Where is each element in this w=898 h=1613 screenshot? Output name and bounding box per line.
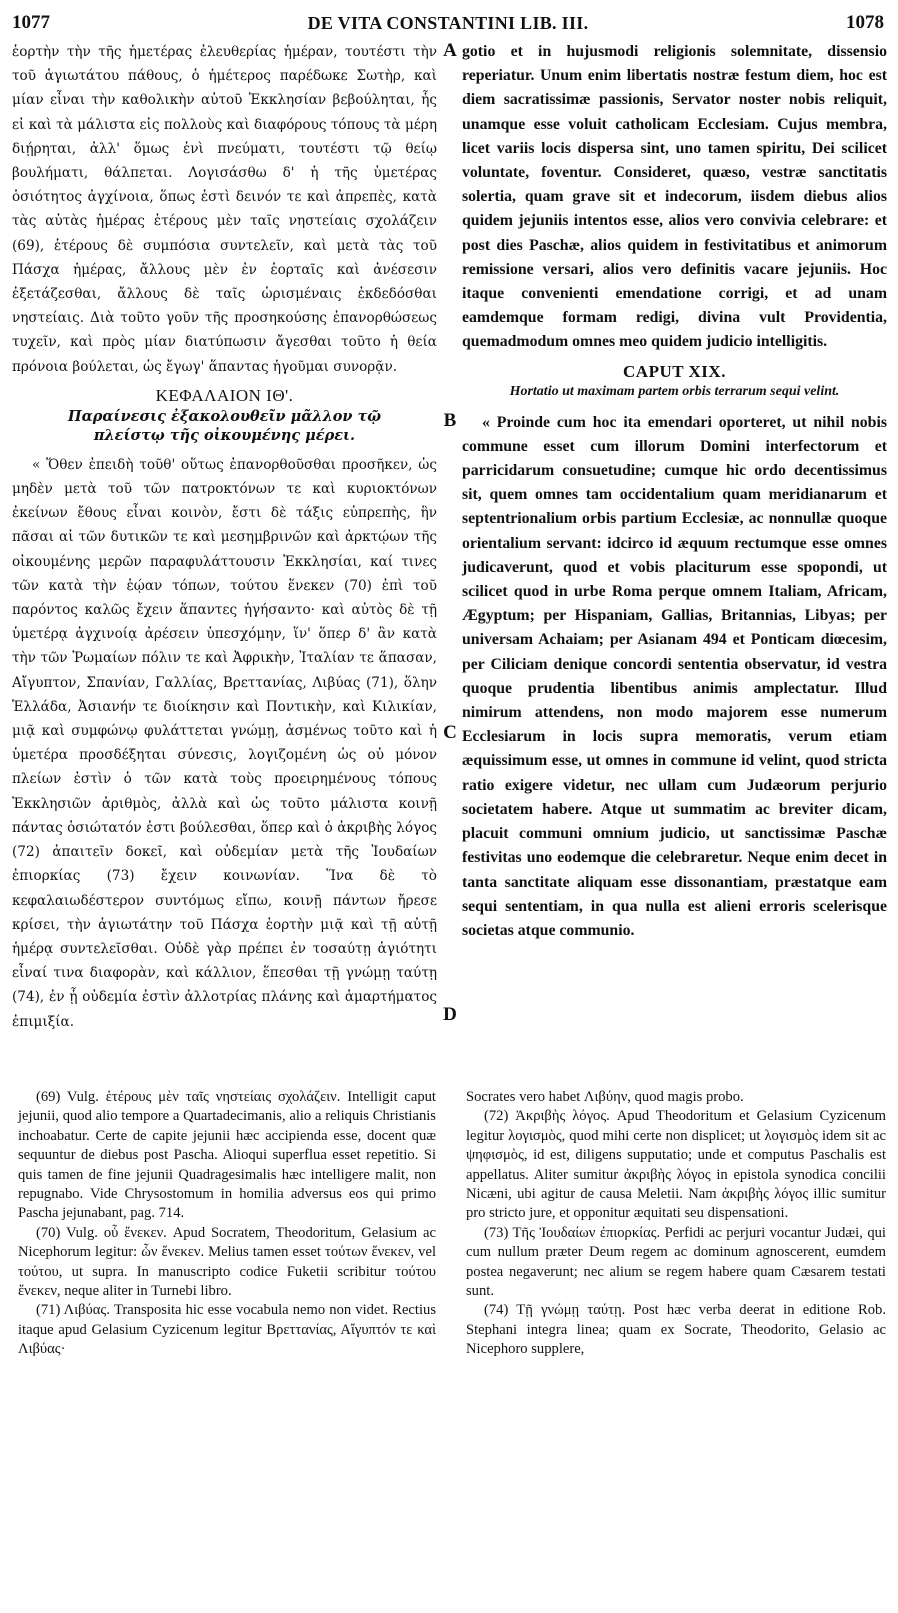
running-header: [12, 12, 884, 36]
footnote-69: (69) Vulg. ἑτέρους μὲν ταῖς νηστείαις σχολάζειν. Intelligit caput jejunii, quod alio tempore a Quartadecimanis, alio a reliquis Christianis inchoabatur. Certe de capite jejunii hæc accipienda esse, docent quæ sequuntur de diebus post Pascha. Alioqui superflua esset repetitio. Si quis tamen de fine jejunii Quadragesimalis hæc intelligere malit, non repugnabo. Vide Chrysostomum in homilia adversus eos qui primo Pascha jejunabant, pag. 714.: [18, 1089, 436, 1222]
latin-column: [462, 40, 887, 1020]
footnote-73: (73) Τῆς Ἰουδαίων ἐπιορκίας. Perfidi ac perjuri vocantur Judæi, qui cum nullum præter Deum regem ac dominum agnoscerent, eumdem postea negaverunt; nec alium se regem habere quam Cæsarem testati sunt.: [466, 1224, 886, 1300]
page-number-left: 1077: [12, 12, 50, 33]
running-title: DE VITA CONSTANTINI LIB. III.: [307, 13, 589, 33]
margin-letter-a: A: [443, 40, 457, 61]
footnotes-right: [466, 1088, 886, 1360]
greek-paragraph-2: « Ὅθεν ἐπειδὴ τοῦθ' οὕτως ἐπανορθοῦσθαι προσῆκεν, ὡς μηδὲν μετὰ τοῦ τῶν πατροκτόνων τε καὶ κυριοκτόνων ἐκείνων ἔθους εἶναι κοινὸν, ἔστι δὲ τάξις εὐπρεπὴς, ἣν πᾶσαι αἱ τῶν δυτικῶν τε καὶ μεσημβρινῶν καὶ ἀρκτῴων τῆς οἰκουμένης μερῶν παραφυλάττουσιν Ἐκκλησίαι, καί τινες τῶν κατὰ τὴν ἑῴαν τόπων, τούτου ἕνεκεν (70) ἐπὶ τοῦ παρόντος καλῶς ἔχειν ἅπαντες ἡγήσαντο· καὶ αὐτὸς δὲ τῇ ὑμετέρᾳ ἀγχινοίᾳ ἀρέσειν ὑπεσχόμην, ἵν' ὅπερ δ' ἂν κατὰ τὴν τῶν Ῥωμαίων πόλιν τε καὶ Ἀφρικὴν, Ἰταλίαν τε ἅπασαν, Αἴγυπτον, Σπανίαν, Γαλλίας, Βρεττανίας, Λιβύας (71), ὅλην Ἑλλάδα, Ἀσιανήν τε διοίκησιν καὶ Ποντικὴν, καὶ Κιλικίαν, μιᾷ καὶ συμφώνῳ φυλάττεται γνώμῃ, ἀσμένως τοῦτο καὶ ἡ ὑμετέρα προσδέξηται σύνεσις, λογιζομένη ὡς οὐ μόνον πλείων ἐστὶν ὁ τῶν κατὰ τοὺς προειρημένους τόπους Ἐκκλησιῶν ἀριθμὸς, ἀλλὰ καὶ ὡς τοῦτο μάλιστα κοινῇ πάντας ὁσιώτατόν ἐστι βούλεσθαι, ὅπερ καὶ ὁ ἀκριβὴς λόγος (72) ἀπαιτεῖν δοκεῖ, καὶ οὐδεμίαν μετὰ τῆς Ἰουδαίων ἐπιορκίας (73) ἔχειν κοινωνίαν. Ἵνα δὲ τὸ κεφαλαιωδέστερον συντόμως εἴπω, κοινῇ πάντων ἤρεσε κρίσει, τὴν ἁγιωτάτην τοῦ Πάσχα ἑορτὴν μιᾷ καὶ τῇ αὐτῇ ἡμέρᾳ συντελεῖσθαι. Οὐδὲ γὰρ πρέπει ἐν τοσαύτῃ ἁγιότητι εἶναί τινα διαφορὰν, καὶ κάλλιον, ἕπεσθαι τῇ γνώμῃ ταύτῃ (74), ἐν ᾗ οὐδεμία ἐστὶν ἀλλοτρίας πλάνης καὶ ἁμαρτήματος ἐπιμιξία.: [12, 456, 437, 1030]
footnote-70: (70) Vulg. οὗ ἕνεκεν. Apud Socratem, Theodoritum, Gelasium ac Nicephorum legitur: ὧν ἕνεκεν. Melius tamen esset τούτων ἕνεκεν, vel τούτου, ut supra. In manuscripto codice Fuketii scribitur τούτου ἕνεκεν, neque aliter in Turnebi libro.: [18, 1224, 436, 1300]
greek-chapter-heading: ΚΕΦΑΛΑΙΟΝ ΙΘ'.: [155, 385, 294, 405]
footnote-72: (72) Ἀκριβὴς λόγος. Apud Theodoritum et Gelasium Cyzicenum legitur λογισμὸς, quod mihi certe non displicet; ut λογισμὸς idem sit ac ψηφισμὸς, id est, diligens supputatio; unde et computus Paschalis est appellatus. Aliter sumitur ἀκριβὴς λόγος in epistola synodica concilii Nicæni, ubi agitur de causa Meletii. Nam ἀκριβὴς λόγος illic sumitur pro stricto jure, et opponitur æquitati seu dispensationi.: [466, 1108, 886, 1222]
margin-letter-d: D: [443, 1004, 457, 1025]
footnote-74: (74) Τῇ γνώμῃ ταύτῃ. Post hæc verba deerat in editione Rob. Stephani integra linea; quam ex Socrate, Theodorito, Gelasio ac Nicephoro supplere,: [466, 1302, 886, 1358]
footnotes-left: [18, 1088, 436, 1360]
latin-chapter-heading: CAPUT XIX.: [623, 361, 726, 381]
latin-paragraph-2: « Proinde cum hoc ita emendari oporteret, ut nihil nobis commune esset cum illorum Domini interfectorum et parricidarum consuetudine; cumque hic ordo decentissimus sit, quem omnes tam occidentalium quam meridianarum et septentrionalium orbis partium Ecclesiæ, ac nonnullæ quoque orientalium servant: idcirco id æquum rectumque esse omnes judicaverunt, quod et vobis placiturum esse spopondi, ut scilicet quod in urbe Roma perque omnem Italiam, Africam, Ægyptum; per Hispaniam, Gallias, Britannias, Libyas; per universam Achaiam; per Asianam 494 et Ponticam diœcesim, per Ciliciam denique concordi sententia observatur, id vestra quoque prudentia libentibus animis amplectatur. Illud nimirum attendens, non modo majorem esse numerum Ecclesiarum in locis supra memoratis, verum etiam æquissimum esse, ut omnes in commune id velint, quod stricta ratio exigere videtur, nec ullam cum Judæorum perjurio societatem habere. Atque ut summatim ac breviter dicam, placuit communi omnium judicio, ut sanctissimæ Paschæ festivitas uno eodemque die celebraretur. Neque enim decet in tanta sanctitate aliquam esse dissonantiam, præstatque eam sequi sententiam, in qua nulla est alieni erroris scelerisque societas atque communio.: [462, 413, 887, 939]
margin-letter-b: B: [443, 410, 457, 431]
footnote-71: (71) Λιβύας. Transposita hic esse vocabula nemo non videt. Rectius itaque apud Gelasium Cyzicenum legitur Βρεττανίας, Αἴγυπτόν τε καὶ Λιβύας·: [18, 1302, 436, 1358]
latin-paragraph-1: gotio et in hujusmodi religionis solemnitate, dissensio reperiatur. Unum enim libertatis nostræ festum diem, hoc est diem sacratissimæ passionis, Servator noster nobis reliquit, unamque esse voluit catholicam Ecclesiam. Cujus membra, licet variis locis dispersa sint, uno tamen spiritu, Dei scilicet voluntate, foventur. Consideret, quæso, vestræ sanctitatis solertia, quam grave sit et indecorum, iisdem diebus alios quidem jejuniis intentos esse, alios vero convivia celebrare: et post dies Paschæ, alios quidem in festivitatibus et animorum remissione versari, alios vero definitis vacare jejuniis. Hoc itaque convenienti emendatione corrigi, et ad unam eamdemque formam redigi, divina vult Providentia, quemadmodum omnes meo quidem judicio intelligitis.: [462, 43, 887, 351]
greek-column: [12, 40, 437, 1030]
greek-chapter-summary: Παραίνεσις ἐξακολουθεῖν μᾶλλον τῷ πλείστῳ τῆς οἰκουμένης μέρει.: [67, 407, 382, 444]
latin-chapter-summary: Hortatio ut maximam partem orbis terrarum sequi velint.: [509, 383, 840, 399]
footnote-71-continued: Socrates vero habet Λιβύην, quod magis probo.: [466, 1089, 744, 1105]
page-number-right: 1078: [846, 12, 884, 33]
greek-paragraph-1: ἑορτὴν τὴν τῆς ἡμετέρας ἐλευθερίας ἡμέραν, τουτέστι τὴν τοῦ ἁγιωτάτου πάθους, ὁ ἡμέτερος παρέδωκε Σωτὴρ, καὶ μίαν εἶναι τὴν καθολικὴν αὐτοῦ Ἐκκλησίαν βεβούληται, ἧς εἰ καὶ τὰ μάλιστα εἰς πολλοὺς καὶ διαφόρους τόπους τὰ μέρη διῄρηται, ἀλλ' ὅμως ἑνὶ πνεύματι, τουτέστι τῷ θείῳ βουλήματι, θάλπεται. Λογισάσθω δ' ἡ τῆς ὑμετέρας ὁσιότητος ἀγχίνοια, ὅπως ἐστὶ δεινόν τε καὶ ἀπρεπὲς, κατὰ τὰς αὐτὰς ἡμέρας ἑτέρους μὲν ταῖς νηστείαις σχολάζειν (69), ἑτέρους δὲ συμπόσια συντελεῖν, καὶ μετὰ τὰς τοῦ Πάσχα ἡμέρας, ἄλλους μὲν ἐν ἑορταῖς καὶ ἀνέσεσιν ἐξετάζεσθαι, ἄλλους δὲ ταῖς ὡρισμέναις ἐκδεδόσθαι νηστείαις. Διὰ τοῦτο γοῦν τῆς προσηκούσης ἐπανορθώσεως τυχεῖν, καὶ πρὸς μίαν διατύπωσιν ἄγεσθαι τοῦτο ἡ θεία πρόνοια βούλεται, ὡς ἔγωγ' ἅπαντας ἡγοῦμαι συνορᾷν.: [12, 44, 437, 375]
margin-letter-c: C: [443, 722, 457, 743]
